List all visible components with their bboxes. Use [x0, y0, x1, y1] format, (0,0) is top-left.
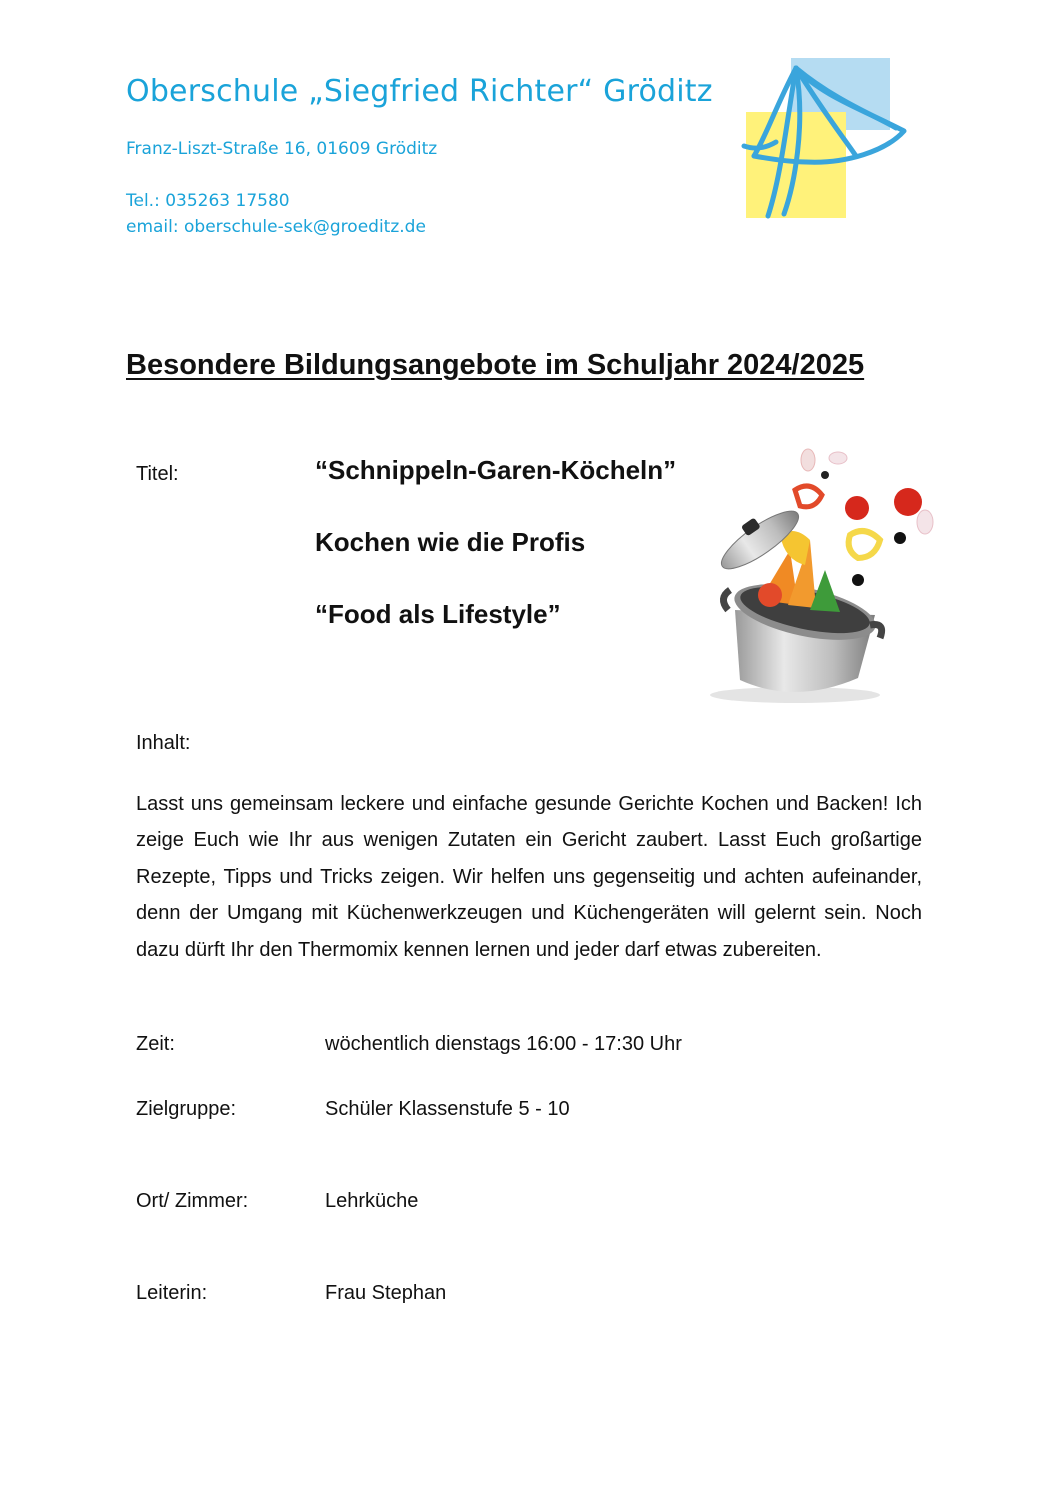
inhalt-text: Lasst uns gemeinsam leckere und einfache gesunde Gerichte Kochen und Backen! Ich zeige Euch wie Ihr aus wenigen Zutaten ein Gericht zaubert. Lasst Euch großartige Rezepte, Tipps und Tricks zeigen. Wir helfen uns gegenseitig und achten aufeinander, denn der Umgang mit Küchenwerkzeugen und Küchengeräten will gelernt sein. Noch dazu dürft Ihr den Thermomix kennen lernen und jeder darf etwas zubereiten. — [136, 793, 922, 961]
zielgruppe-label: Zielgruppe: — [136, 1098, 237, 1120]
zielgruppe-value: Schüler Klassenstufe 5 - 10 — [325, 1098, 570, 1120]
leiterin-value: Frau Stephan — [325, 1282, 447, 1304]
leiterin-label: Leiterin: — [136, 1282, 208, 1304]
school-logo-icon — [736, 56, 912, 224]
zeit-label: Zeit: — [136, 1033, 175, 1055]
inhalt-label: Inhalt: — [136, 732, 191, 754]
school-phone: Tel.: 035263 17580 — [126, 191, 290, 211]
page-title: Besondere Bildungsangebote im Schuljahr 2024/2025 — [126, 349, 865, 381]
titel-label: Titel: — [136, 463, 179, 485]
cooking-pot-icon — [700, 440, 950, 710]
ort-value: Lehrküche — [325, 1190, 419, 1212]
title-line-3: “Food als Lifestyle” — [315, 599, 561, 629]
school-name: Oberschule „Siegfried Richter“ Gröditz — [126, 74, 713, 109]
school-email: email: oberschule-sek@groeditz.de — [126, 217, 426, 237]
title-line-1: “Schnippeln-Garen-Köcheln” — [315, 455, 677, 485]
title-line-2: Kochen wie die Profis — [315, 527, 586, 557]
ort-label: Ort/ Zimmer: — [136, 1190, 249, 1212]
zeit-value: wöchentlich dienstags 16:00 - 17:30 Uhr — [325, 1033, 682, 1055]
school-address: Franz-Liszt-Straße 16, 01609 Gröditz — [126, 139, 438, 159]
